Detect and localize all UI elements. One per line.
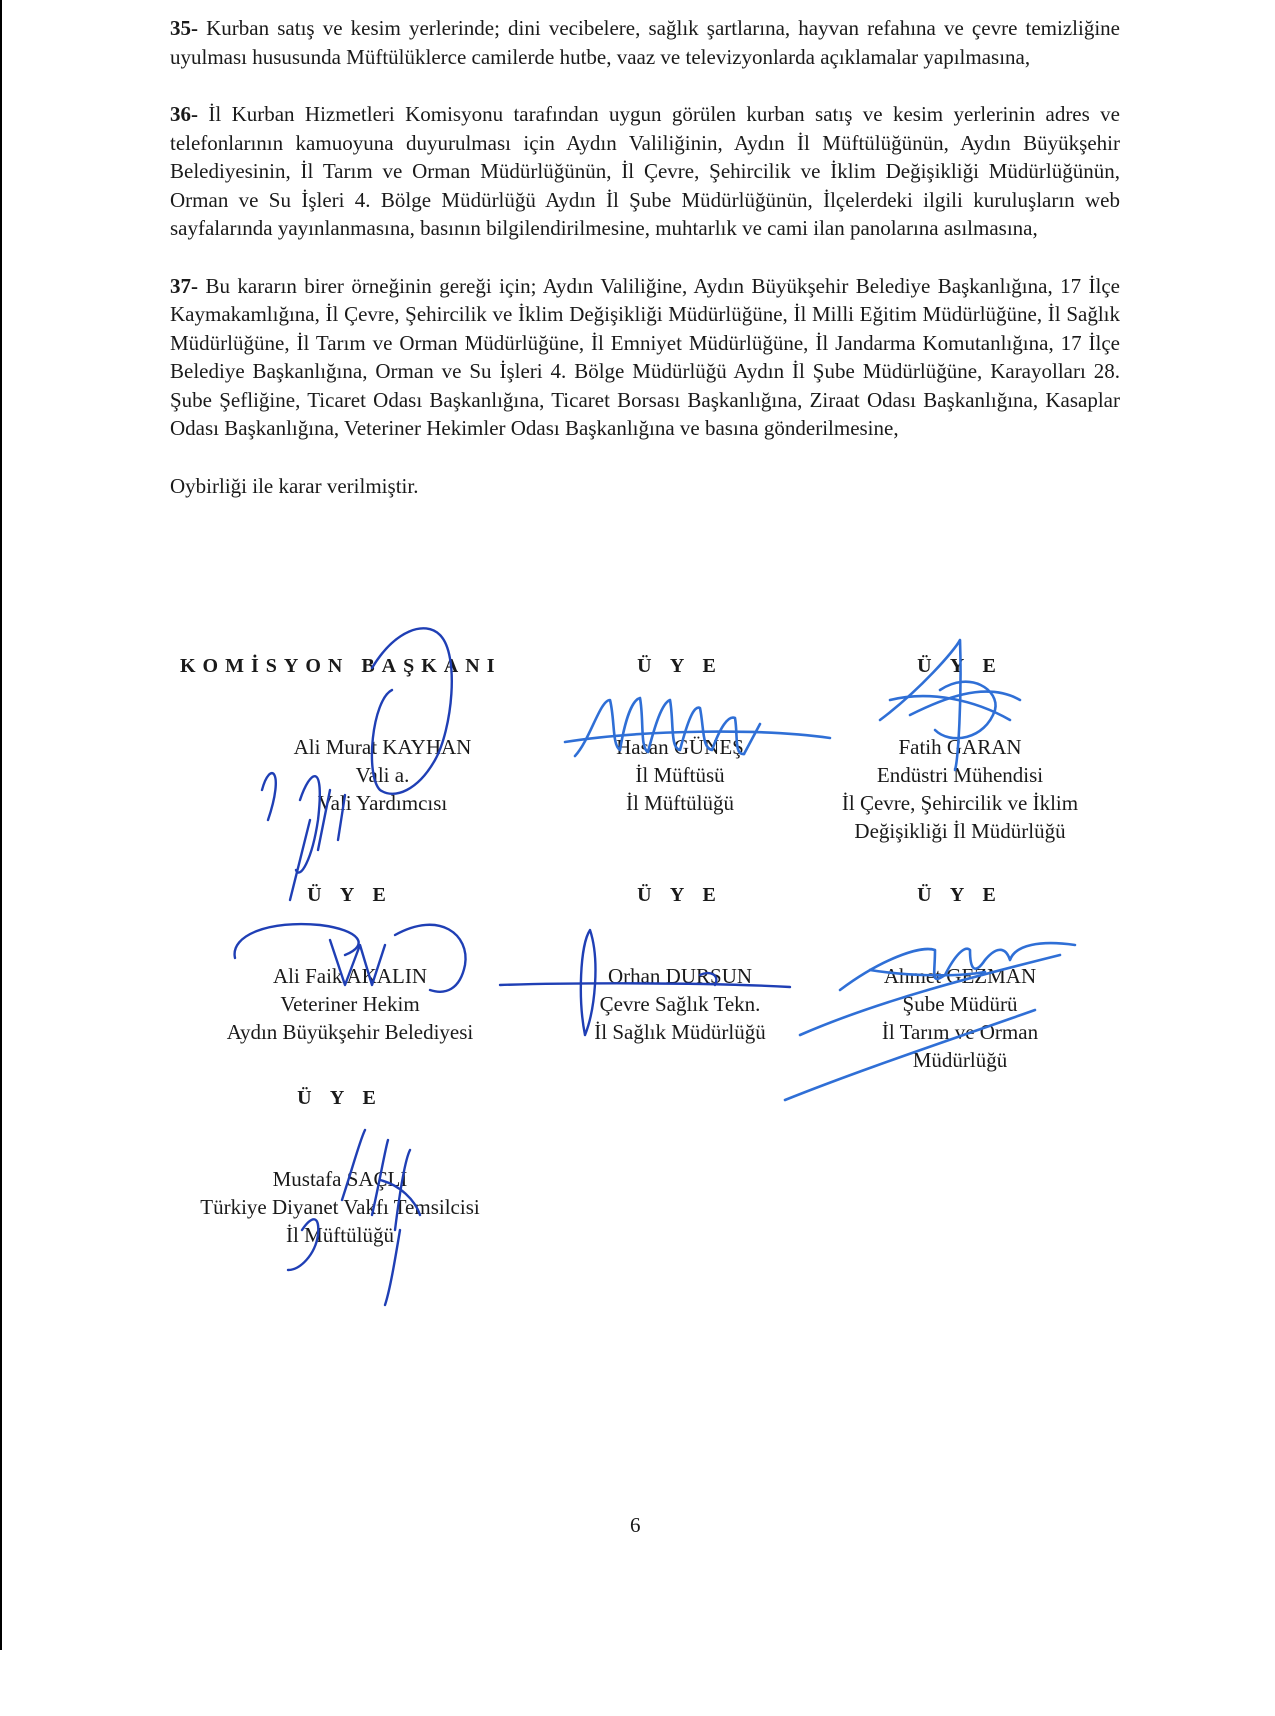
signatory-name: Hasan GÜNEŞ <box>616 735 744 759</box>
signatory-role: KOMİSYON BAŞKANI <box>180 655 502 677</box>
signatory-title: Şube Müdürü <box>902 992 1018 1016</box>
signatory-title: Endüstri Mühendisi <box>876 763 1044 787</box>
page-edge-line <box>0 0 2 1650</box>
signatory-member-4 <box>200 881 500 1046</box>
signatory-name: Ahmet GEZMAN <box>883 964 1037 988</box>
signatory-member-7 <box>170 1084 510 1249</box>
signatory-title: İl Müftülüğü <box>626 791 734 815</box>
signatory-name: Orhan DURSUN <box>607 964 753 988</box>
signatory-title: İl Sağlık Müdürlüğü <box>594 1020 766 1044</box>
item-number: 37- <box>170 273 198 298</box>
item-text: Bu kararın birer örneğinin gereği için; Aydın Valiliğine, Aydın Büyükşehir Belediye Başkanlığına, 17 İlçe Kaymakamlığına, İl Çevre, Şehircilik ve İklim Değişikliği Müdürlüğüne, İl Milli Eğitim Müdürlüğüne, İl Sağlık Müdürlüğüne, İl Tarım ve Orman Müdürlüğüne, İl Emniyet Müdürlüğüne, İl Jandarma Komutanlığına, 17 İlçe Belediye Başkanlığına, Orman ve Su İşleri 4. Bölge Müdürlüğü Aydın İl Şube Müdürlüğüne, Karayolları 28. Şube Şefliğine, Ticaret Odası Başkanlığına, Ticaret Borsası Başkanlığına, Ziraat Odası Başkanlığına, Kasaplar Odası Başkanlığına, Veteriner Hekimler Odası Başkanlığına ve basına gönderilmesine, <box>170 273 1121 440</box>
signatory-title: İl Müftülüğü <box>286 1223 394 1247</box>
signatory-member-5 <box>545 881 815 1046</box>
signatory-title: Türkiye Diyanet Vakfı Temsilcisi <box>200 1195 480 1219</box>
signatory-title: Aydın Büyükşehir Belediyesi <box>226 1020 474 1044</box>
signatory-name: Fatih GARAN <box>898 735 1022 759</box>
signatory-role: Ü Y E <box>917 655 1003 677</box>
signatory-title: Vali a. <box>355 763 410 787</box>
signatory-title: Veteriner Hekim <box>280 992 420 1016</box>
signatory-title: Müdürlüğü <box>912 1048 1008 1072</box>
item-37 <box>170 272 1120 443</box>
signatory-role: Ü Y E <box>307 884 393 906</box>
signatory-chair <box>180 652 510 817</box>
signatory-title: İl Müftüsü <box>635 763 725 787</box>
signatory-name: Mustafa SAÇLI <box>272 1167 408 1191</box>
signatory-member-3 <box>810 652 1110 845</box>
closing-statement: Oybirliği ile karar verilmiştir. <box>170 473 419 498</box>
item-number: 35- <box>170 16 198 40</box>
signatory-name: Ali Murat KAYHAN <box>293 735 472 759</box>
signatory-role: Ü Y E <box>917 884 1003 906</box>
document-body <box>170 14 1120 500</box>
page-number: 6 <box>630 1513 641 1537</box>
signatory-name: Ali Faik AKALIN <box>273 964 427 988</box>
item-number: 36- <box>170 102 198 126</box>
signatory-title: Değişikliği İl Müdürlüğü <box>854 819 1066 843</box>
signatory-title: Vali Yardımcısı <box>317 791 448 815</box>
item-text: Kurban satış ve kesim yerlerinde; dini vecibelere, sağlık şartlarına, hayvan refahına ve çevre temizliğine uyulması hususunda Müftülüklerce camilerde hutbe, vaaz ve televizyonlarda açıklamalar yapılmasına, <box>170 16 1120 69</box>
item-36 <box>170 100 1120 243</box>
item-text: İl Kurban Hizmetleri Komisyonu tarafından uygun görülen kurban satış ve kesim yerlerinin adres ve telefonlarının kamuoyuna duyurulması için Aydın Valiliğinin, Aydın İl Müftülüğünün, Aydın Büyükşehir Belediyesinin, İl Tarım ve Orman Müdürlüğünün, İl Çevre, Şehircilik ve İklim Değişikliği Müdürlüğünün, Orman ve Su İşleri 4. Bölge Müdürlüğü Aydın İl Şube Müdürlüğünün, İlçelerdeki ilgili kuruluşların web sayfalarında yayınlanmasına, basının bilgilendirilmesine, muhtarlık ve cami ilan panolarına asılmasına, <box>170 102 1120 240</box>
signatory-title: İl Tarım ve Orman <box>881 1020 1039 1044</box>
signatory-member-6 <box>820 881 1100 1074</box>
signatory-role: Ü Y E <box>637 655 723 677</box>
signatory-role: Ü Y E <box>297 1087 383 1109</box>
signatory-member-2 <box>545 652 815 817</box>
signatory-title: İl Çevre, Şehircilik ve İklim <box>841 791 1079 815</box>
signatory-title: Çevre Sağlık Tekn. <box>599 992 761 1016</box>
item-35 <box>170 14 1120 71</box>
signatory-role: Ü Y E <box>637 884 723 906</box>
